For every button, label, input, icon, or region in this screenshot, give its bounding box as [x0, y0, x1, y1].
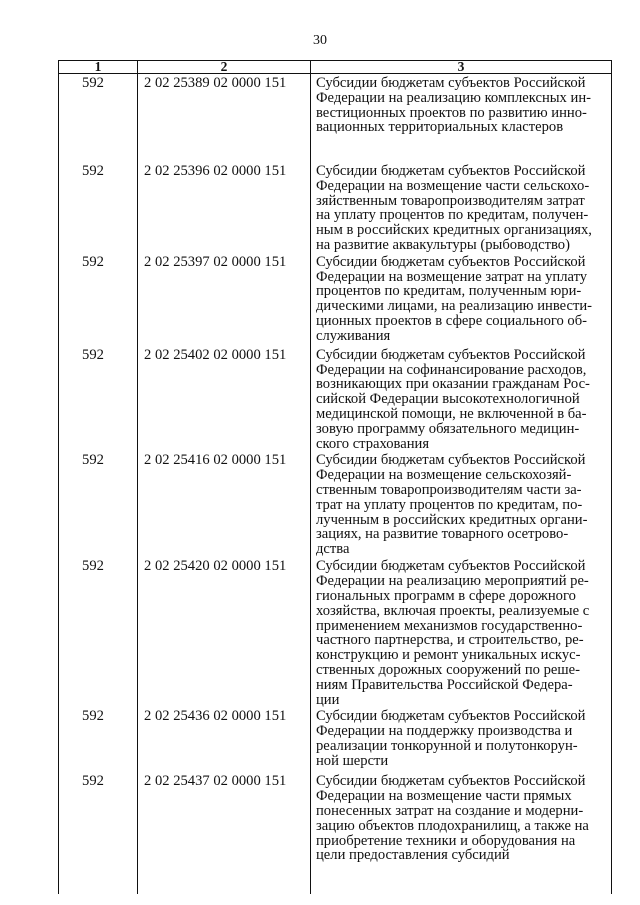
description-line: возникающих при оказании гражданам Рос- — [316, 376, 590, 393]
admin-code-cell: 592 — [59, 557, 138, 707]
budget-classification-code-cell: 2 02 25397 02 0000 151 — [138, 253, 311, 346]
description-line: Федерации на софинансирование расходов, — [316, 361, 587, 378]
description-line: частного партнерства, и строительство, ре- — [316, 632, 584, 649]
description-line: ственных дорожных сооружений по реше- — [316, 661, 580, 678]
description-line: служивания — [316, 327, 391, 344]
description-line: Федерации на реализацию мероприятий ре- — [316, 573, 589, 590]
table-row — [59, 557, 612, 707]
description-line: медицинской помощи, не включенной в ба- — [316, 405, 587, 422]
budget-classification-code-cell: 2 02 25389 02 0000 151 — [138, 74, 311, 163]
description-line: цели предоставления субсидий — [316, 847, 510, 864]
description-line: ции — [316, 691, 340, 708]
description-line: конструкцию и ремонт уникальных искус- — [316, 647, 581, 664]
page-number: 30 — [313, 33, 327, 48]
table-row — [59, 162, 612, 253]
admin-code-cell: 592 — [59, 74, 138, 163]
budget-classification-code-cell: 2 02 25437 02 0000 151 — [138, 772, 311, 894]
budget-classification-code-cell: 2 02 25402 02 0000 151 — [138, 346, 311, 452]
description-line: дства — [316, 541, 350, 558]
description-line: Субсидии бюджетам субъектов Российской — [316, 163, 586, 179]
admin-code-cell: 592 — [59, 451, 138, 557]
description-line: понесенных затрат на создание и модерни- — [316, 802, 584, 819]
description-line: ным в российских кредитных организациях, — [316, 222, 592, 239]
description-line: приобретение техники и оборудования на — [316, 832, 576, 849]
admin-code-cell: 592 — [59, 253, 138, 346]
description-line: зяйственным товаропроизводителям затрат — [316, 192, 585, 209]
table-header-row — [59, 61, 612, 74]
description-line: Федерации на возмещение затрат на уплату — [316, 268, 588, 285]
admin-code-cell: 592 — [59, 162, 138, 253]
description-line: вационных территориальных кластеров — [316, 119, 564, 136]
table-row — [59, 451, 612, 557]
description-cell — [311, 162, 612, 253]
description-line: трат на уплату процентов по кредитам, по- — [316, 496, 583, 513]
budget-classification-code-cell: 2 02 25416 02 0000 151 — [138, 451, 311, 557]
description-cell — [311, 74, 612, 163]
description-line: Федерации на возмещение сельскохозяй- — [316, 467, 572, 484]
description-cell — [311, 451, 612, 557]
budget-classification-code-cell: 2 02 25420 02 0000 151 — [138, 557, 311, 707]
description-cell — [311, 707, 612, 772]
description-line: Федерации на возмещение части прямых — [316, 788, 572, 805]
description-line: на развитие аквакультуры (рыбоводство) — [316, 236, 570, 253]
description-cell — [311, 557, 612, 707]
description-line: вестиционных проектов по развитию инно- — [316, 104, 587, 121]
description-line: гиональных программ в сфере дорожного — [316, 587, 576, 604]
description-line: зацию объектов плодохранилищ, а также на — [316, 817, 589, 834]
description-line: ционных проектов в сфере социального об- — [316, 312, 588, 329]
column-header-1: 1 — [59, 61, 138, 74]
description-line: дическими лицами, на реализацию инвести- — [316, 298, 592, 315]
budget-classification-code-cell: 2 02 25396 02 0000 151 — [138, 162, 311, 253]
column-header-3: 3 — [311, 61, 612, 74]
description-line: процентов по кредитам, полученным юри- — [316, 283, 582, 300]
description-line: Субсидии бюджетам субъектов Российской — [316, 253, 586, 270]
budget-codes-table — [58, 60, 612, 894]
table-row — [59, 346, 612, 452]
admin-code-cell: 592 — [59, 346, 138, 452]
description-line: Субсидии бюджетам субъектов Российской — [316, 773, 586, 790]
admin-code-cell: 592 — [59, 772, 138, 894]
description-line: Субсидии бюджетам субъектов Российской — [316, 558, 586, 575]
description-line: Федерации на возмещение части сельскохо- — [316, 177, 590, 194]
description-line: Субсидии бюджетам субъектов Российской — [316, 452, 586, 469]
description-line: зовую программу обязательного медицин- — [316, 420, 580, 437]
description-line: зациях, на развитие товарного осетрово- — [316, 526, 569, 543]
description-line: хозяйства, включая проекты, реализуемые с — [316, 602, 590, 619]
description-line: Субсидии бюджетам субъектов Российской — [316, 75, 586, 91]
description-line: Федерации на реализацию комплексных ин- — [316, 89, 591, 106]
description-line: лученным в российских кредитных органи- — [316, 511, 588, 528]
table-row — [59, 74, 612, 163]
budget-classification-code-cell: 2 02 25436 02 0000 151 — [138, 707, 311, 772]
table-row — [59, 253, 612, 346]
description-line: ственным товаропроизводителям части за- — [316, 481, 582, 498]
description-line: Субсидии бюджетам субъектов Российской — [316, 346, 586, 363]
table-row — [59, 772, 612, 894]
description-line: Субсидии бюджетам субъектов Российской — [316, 708, 586, 725]
description-line: Федерации на поддержку производства и — [316, 723, 573, 740]
description-line: реализации тонкорунной и полутонкорун- — [316, 737, 578, 754]
column-header-2: 2 — [138, 61, 311, 74]
table-row — [59, 707, 612, 772]
description-cell — [311, 346, 612, 452]
description-line: ниям Правительства Российской Федера- — [316, 676, 573, 693]
description-cell — [311, 253, 612, 346]
description-line: применением механизмов государственно- — [316, 617, 583, 634]
description-line: ной шерсти — [316, 752, 389, 769]
admin-code-cell: 592 — [59, 707, 138, 772]
description-line: сийской Федерации высокотехнологичной — [316, 391, 580, 408]
description-cell — [311, 772, 612, 894]
description-line: ского страхования — [316, 435, 430, 452]
description-line: на уплату процентов по кредитам, получен- — [316, 207, 589, 224]
